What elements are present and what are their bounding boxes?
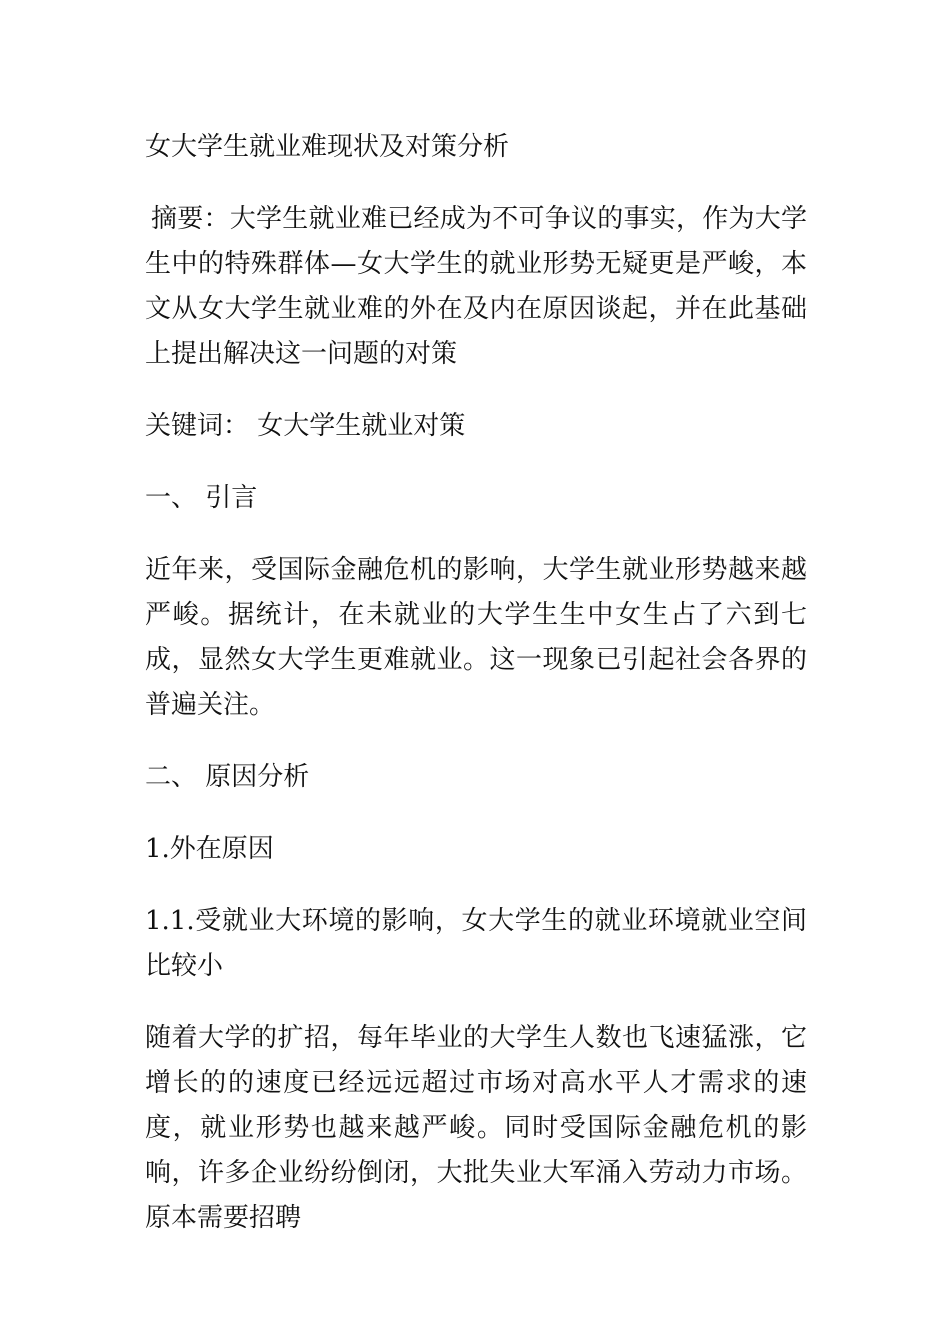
section-heading-introduction: 一、 引言 (145, 483, 258, 513)
section-heading-cause-analysis: 二、 原因分析 (145, 762, 310, 792)
subsection-heading-employment-environment: 1.1.受就业大环境的影响，女大学生的就业环境就业空间比较小 (145, 906, 807, 981)
introduction-paragraph: 近年来，受国际金融危机的影响，大学生就业形势越来越严峻。据统计，在未就业的大学生生中女生占了六到七成，显然女大学生更难就业。这一现象已引起社会各界的普遍关注。 (145, 555, 807, 720)
employment-environment-paragraph: 随着大学的扩招，每年毕业的大学生人数也飞速猛涨，它增长的的速度已经远远超过市场对高水平人才需求的速度，就业形势也越来越严峻。同时受国际金融危机的影响，许多企业纷纷倒闭，大批失业大军涌入劳动力市场。原本需要招聘 (145, 1023, 807, 1233)
abstract-paragraph: 摘要：大学生就业难已经成为不可争议的事实，作为大学生中的特殊群体—女大学生的就业形势无疑更是严峻，本文从女大学生就业难的外在及内在原因谈起，并在此基础上提出解决这一问题的对策 (145, 204, 807, 369)
subsection-heading-external-causes: 1.外在原因 (145, 834, 274, 864)
document-body (145, 125, 807, 1268)
keywords-line: 关键词： 女大学生就业对策 (145, 411, 466, 441)
document-title: 女大学生就业难现状及对策分析 (145, 132, 510, 162)
